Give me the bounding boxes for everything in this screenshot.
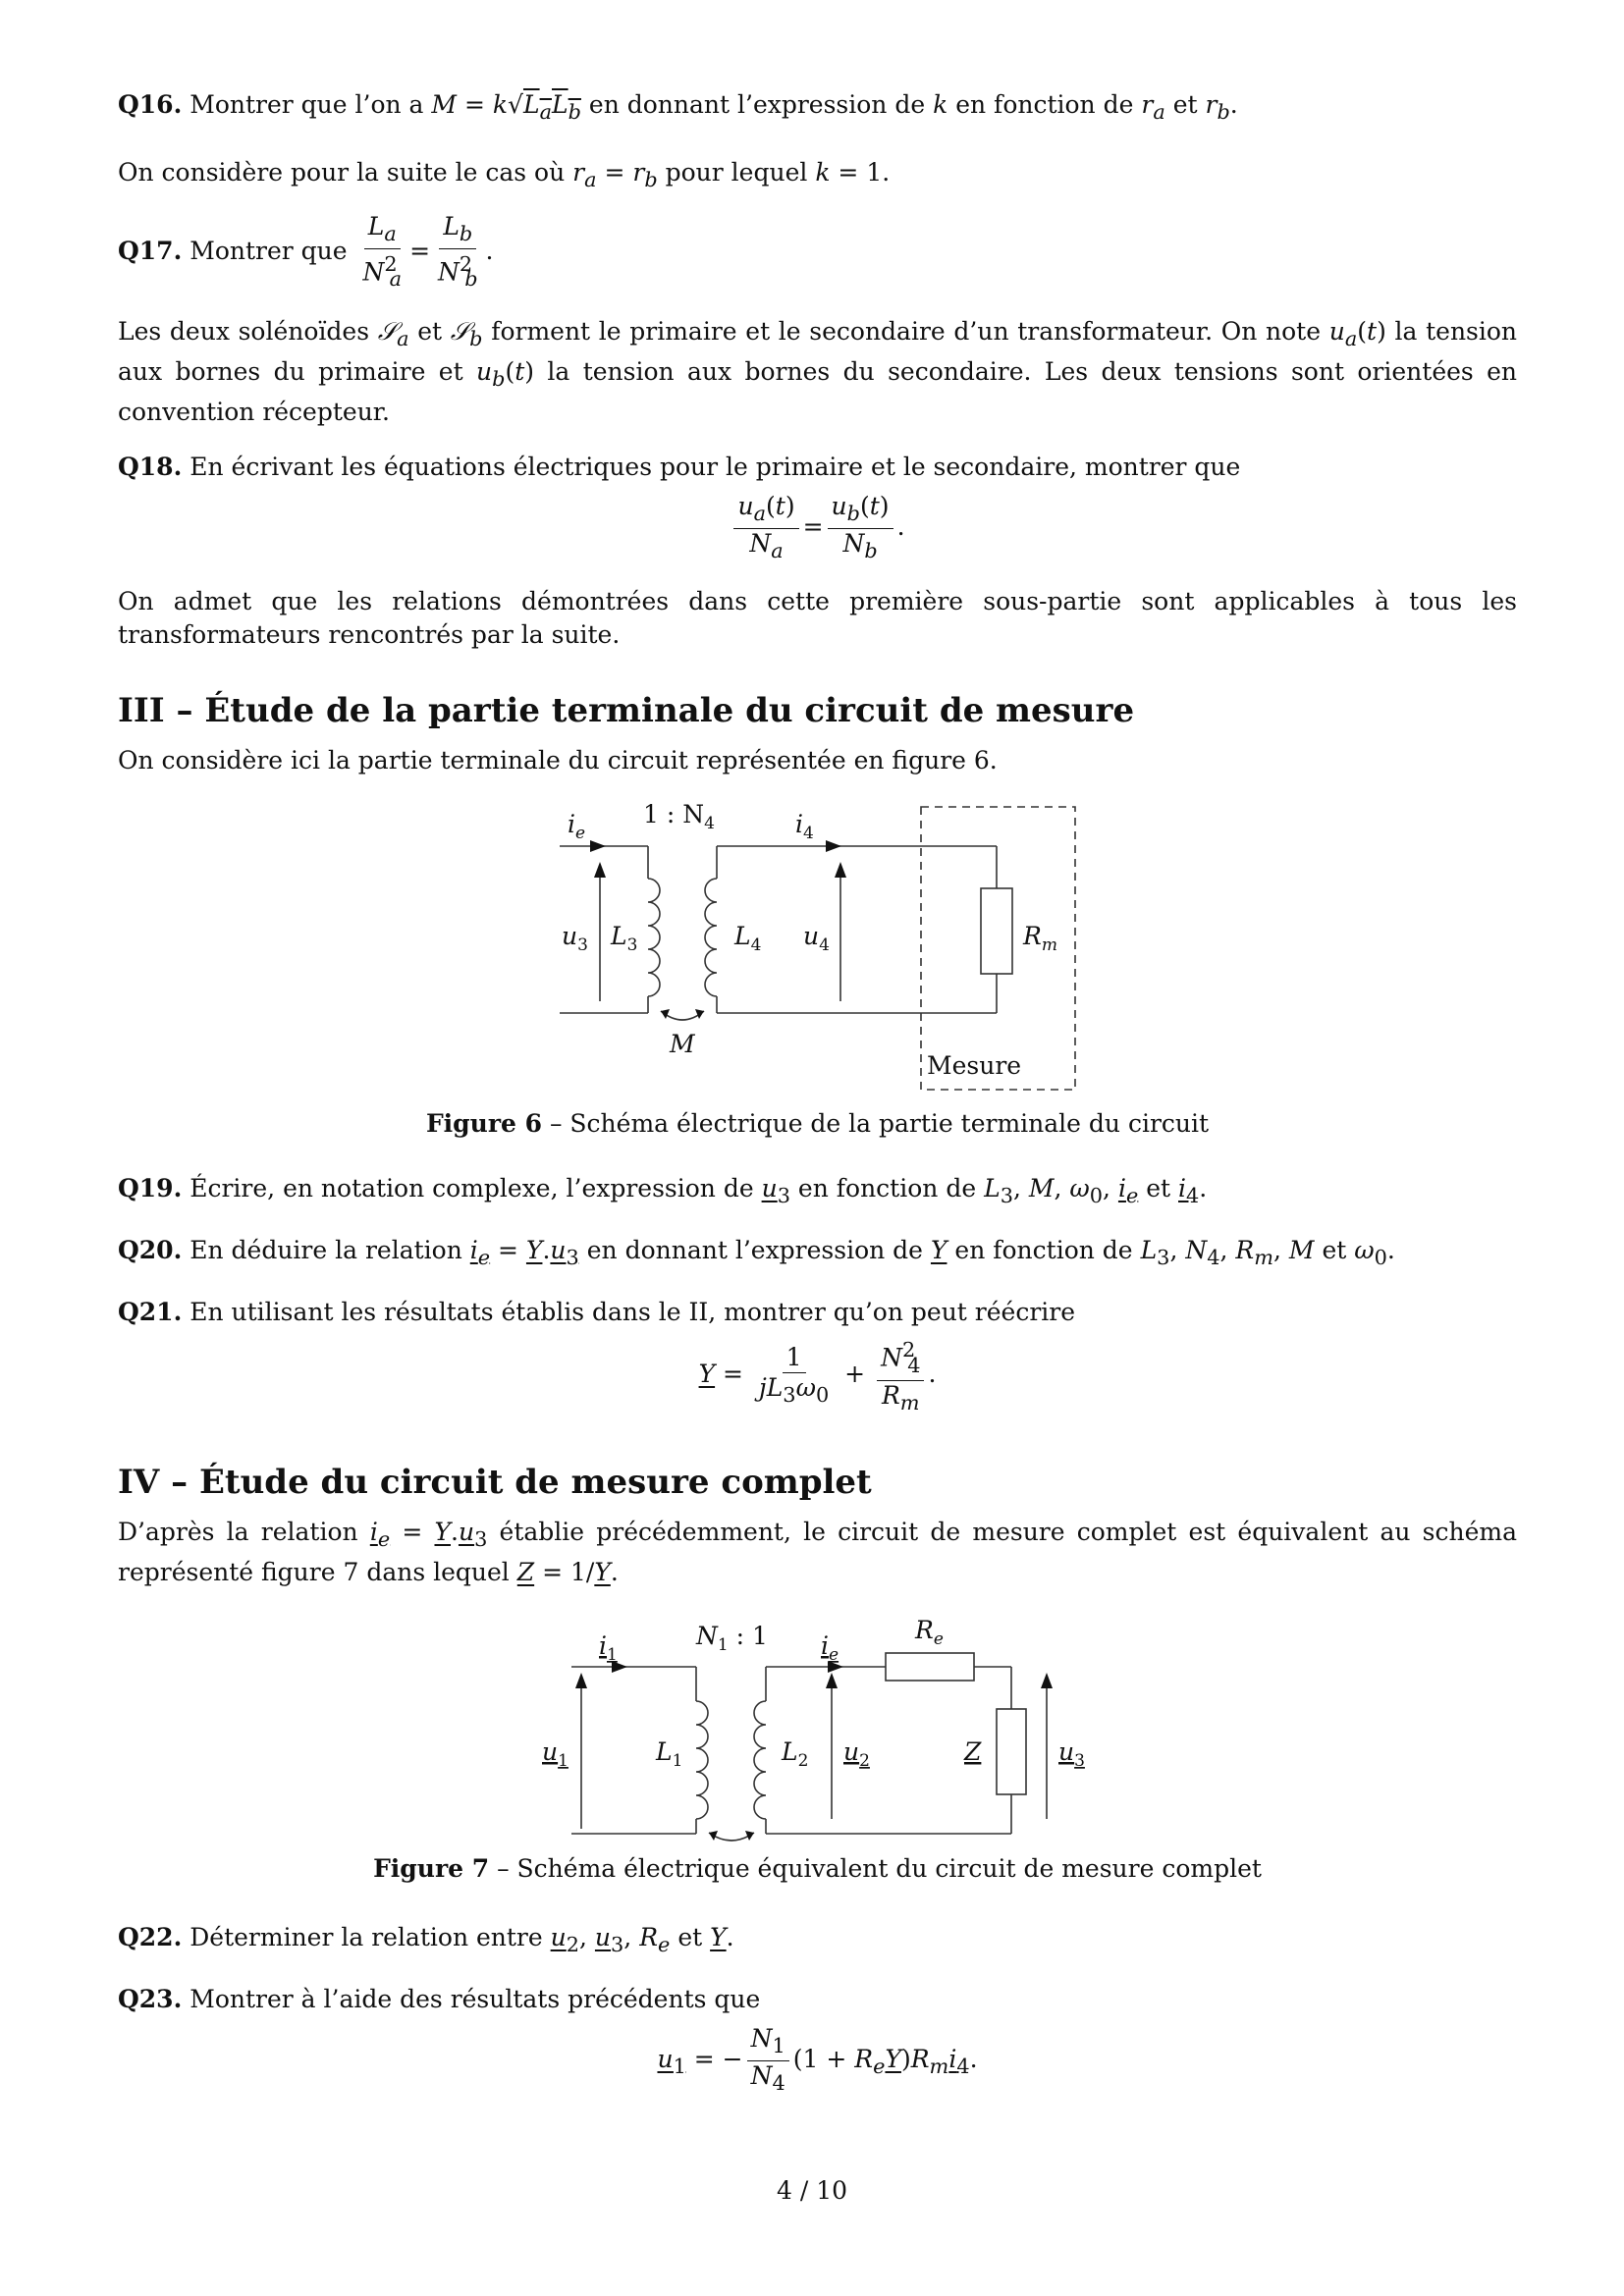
- q21-label: Q21.: [118, 1298, 183, 1327]
- fig7-ratio-label: $N_1$ : 1: [696, 1621, 768, 1655]
- admet-paragraph: On admet que les relations démontrées dans cette première sous-partie sont applicables à tous les transformateurs rencontrés par la suite.: [118, 587, 1517, 650]
- q19-text-c: et: [1146, 1174, 1171, 1203]
- q23-text: Montrer à l’aide des résultats précédents que: [189, 1984, 761, 2013]
- fig6-L4-label: $L_4$: [734, 922, 762, 956]
- figure-6-circuit: [118, 787, 1517, 1101]
- fig7-u1-label: $u_1$: [542, 1736, 568, 1771]
- q16-text-c: en fonction de: [955, 90, 1134, 119]
- q23-paragraph: [118, 1983, 1517, 2016]
- q22-text-b: et: [677, 1922, 703, 1951]
- q16-text-b: en donnant l’expression de: [588, 90, 926, 119]
- intro-r-text-b: pour lequel: [665, 158, 808, 187]
- page-content: [118, 88, 1517, 2098]
- q19-paragraph: Q19. Écrire, en notation complexe, l’expression de $u_3$ en fonction de $L_3$, M, $\omega_0$, $i_e$ et $i_4$.: [118, 1174, 1208, 1208]
- figure-6: [118, 787, 1517, 1101]
- fig6-u3-label: $u_3$: [562, 922, 588, 956]
- q22-paragraph: Q22. Déterminer la relation entre $u_2$, $u_3$, $R_e$ et Y.: [118, 1922, 734, 1956]
- q18-equation: $\frac{u_a(t)}{N_a}$ = $\frac{u_b(t)}{N_b}$ .: [118, 492, 1517, 565]
- q20-text-c: en fonction de: [954, 1236, 1133, 1265]
- fig7-L1-label: $L_1$: [656, 1736, 683, 1771]
- q17-frac-a: $\frac{L_a}{N^2_a}$: [362, 212, 403, 292]
- transfo-text-b: et: [417, 317, 443, 347]
- fig6-Rm-label: $R_m$: [1023, 922, 1057, 956]
- section-4-intro: D’après la relation $i_e = Y.u_3$ établie précédemment, le circuit de mesure complet est équivalent au schéma représenté figure 7 dans lequel Z = 1/Y.: [118, 1517, 1518, 1586]
- fig6-ratio-label: 1 : $N_4$: [643, 800, 715, 834]
- transfo-text-a: Les deux solénoïdes: [118, 317, 370, 347]
- q20-text-d: et: [1322, 1236, 1347, 1265]
- fig6-L3-label: $L_3$: [611, 922, 638, 956]
- q20-text-b: en donnant l’expression de: [586, 1236, 923, 1265]
- section-4-title: IV – Étude du circuit de mesure complet: [118, 1462, 872, 1502]
- section-4-intro-b: établie précédemment, le circuit de mesure complet est équivalent au schéma représenté figure 7 dans lequel: [118, 1517, 1518, 1586]
- section-3-intro: On considère ici la partie terminale du circuit représentée en figure 6.: [118, 746, 998, 775]
- page-number: 4 / 10: [776, 2176, 848, 2205]
- q19-text-b: en fonction de: [797, 1174, 977, 1203]
- section-3-title: III – Étude de la partie terminale du circuit de mesure: [118, 691, 1135, 731]
- figure-6-caption-text: – Schéma électrique de la partie terminale du circuit: [542, 1109, 1210, 1139]
- intro-r-text-a: On considère pour la suite le cas où: [118, 158, 566, 187]
- figure-7-caption: [118, 1852, 1517, 1886]
- q21-equation: Y = $\frac{1}{jL_3\omega_0}$ + $\frac{N^2_4}{R_m}$ .: [118, 1335, 1517, 1416]
- q16-label: Q16.: [118, 90, 183, 119]
- q20-label: Q20.: [118, 1236, 183, 1265]
- section-4-intro-a: D’après la relation: [118, 1517, 358, 1546]
- figure-7-caption-label: Figure 7: [373, 1853, 490, 1883]
- q17-text: Montrer que: [189, 237, 348, 266]
- q16-text-a: Montrer que l’on a: [189, 90, 424, 119]
- q17-label: Q17.: [118, 237, 183, 266]
- figure-7-circuit: [118, 1601, 1517, 1846]
- fig7-Re-label: $R_e$: [915, 1615, 944, 1649]
- q18-paragraph: [118, 451, 1517, 484]
- q16-paragraph: Q16. Montrer que l’on a $M = k√L_aL_b$ en donnant l’expression de k en fonction de $r_a$ et $r_b$.: [118, 90, 1238, 124]
- figure-7-caption-text: – Schéma électrique équivalent du circuit de mesure complet: [489, 1853, 1262, 1883]
- q16-text-d: et: [1172, 90, 1198, 119]
- fig7-ie-label: $i_e$: [821, 1630, 839, 1665]
- q22-label: Q22.: [118, 1922, 183, 1951]
- fig7-u2-label: $u_2$: [843, 1736, 870, 1771]
- q19-text-a: Écrire, en notation complexe, l’expression de: [189, 1174, 754, 1203]
- q23-equation: $u_1$ = − $\frac{N_1}{N_4}$ $(1 + R_eY)R_mi_4$.: [657, 2023, 978, 2095]
- q18-label: Q18.: [118, 453, 183, 482]
- q17-frac-b: $\frac{L_b}{N^2_b}$: [438, 212, 478, 292]
- fig6-u4-label: $u_4$: [803, 922, 830, 956]
- fig6-ie-label: $i_e$: [568, 810, 586, 844]
- fig7-Z-label: Z: [964, 1736, 982, 1766]
- q21-text: En utilisant les résultats établis dans le II, montrer qu’on peut réécrire: [189, 1298, 1076, 1327]
- intro-r-paragraph: On considère pour la suite le cas où $r_a = r_b$ pour lequel k = 1.: [118, 158, 891, 191]
- fig6-mesure-label: Mesure: [927, 1051, 1022, 1081]
- fig7-u3-label: $u_3$: [1058, 1736, 1085, 1771]
- transfo-text-e: la tension aux bornes du secondaire. Les deux tensions sont orientées en convention récepteur.: [118, 357, 1518, 427]
- transfo-text-d: la tension aux bornes du primaire et: [118, 317, 1518, 387]
- figure-6-caption-label: Figure 6: [425, 1109, 543, 1139]
- transfo-text-c: forment le primaire et le secondaire d’un transformateur. On note: [491, 317, 1322, 347]
- q19-label: Q19.: [118, 1174, 183, 1203]
- q17-paragraph: Q17. Montrer que $\frac{L_a}{N^2_a}$ = $\frac{L_b}{N^2_b}$ .: [118, 212, 1517, 294]
- fig6-i4-label: $i_4$: [795, 810, 814, 844]
- q21-paragraph: [118, 1296, 1517, 1329]
- figure-6-caption: [118, 1107, 1517, 1141]
- fig7-L2-label: $L_2$: [782, 1736, 809, 1771]
- q18-text: En écrivant les équations électriques pour le primaire et le secondaire, montrer que: [189, 453, 1241, 482]
- q20-paragraph: Q20. En déduire la relation $i_e = Y.u_3$ en donnant l’expression de Y en fonction de $L_3$, $N_4$, $R_m$, M et $\omega_0$.: [118, 1236, 1395, 1270]
- q22-text-a: Déterminer la relation entre: [189, 1922, 543, 1951]
- q20-text-a: En déduire la relation: [189, 1236, 462, 1265]
- fig6-M-label: M: [670, 1030, 695, 1059]
- fig7-i1-label: $i_1$: [599, 1630, 618, 1665]
- figure-7: [118, 1601, 1517, 1846]
- transfo-paragraph: Les deux solénoïdes 𝒮$_a$ et 𝒮$_b$ forment le primaire et le secondaire d’un transformateur. On note $u_a(t)$ la tension aux bornes du primaire et $u_b(t)$ la tension aux bornes du secondaire. Les deux tensions sont orientées en convention récepteur.: [118, 317, 1518, 427]
- q23-label: Q23.: [118, 1984, 183, 2013]
